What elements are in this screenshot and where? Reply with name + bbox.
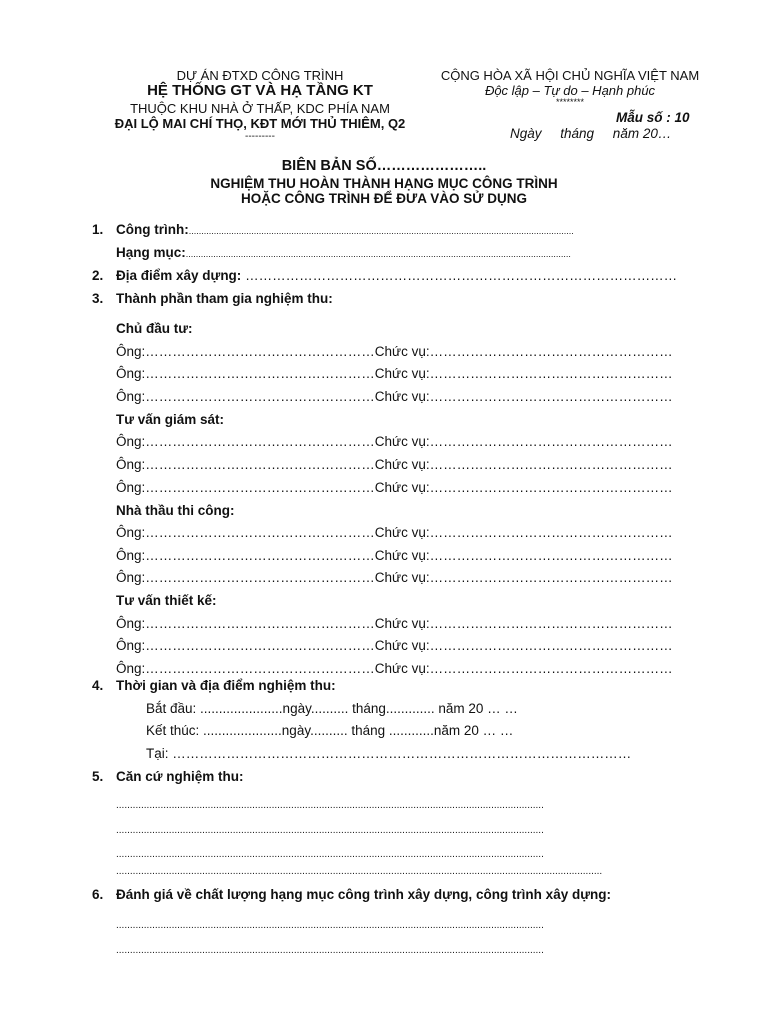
position-label: Chức vụ: bbox=[374, 366, 430, 381]
person-row[interactable] bbox=[116, 638, 673, 653]
assessment-line[interactable]: .......................................................................................................................................................... bbox=[116, 945, 544, 956]
position-dots: ……………………………………………… bbox=[429, 457, 673, 472]
name-dots: …………………………………………… bbox=[145, 638, 375, 653]
location-field[interactable] bbox=[116, 268, 678, 283]
person-row[interactable] bbox=[116, 616, 673, 631]
assessment-line[interactable]: .......................................................................................................................................................... bbox=[116, 920, 544, 931]
section-1-number: 1. bbox=[92, 222, 104, 237]
person-row[interactable] bbox=[116, 480, 673, 495]
person-row[interactable] bbox=[116, 457, 673, 472]
ong-label: Ông: bbox=[116, 570, 146, 585]
position-dots: ……………………………………………… bbox=[429, 389, 673, 404]
construction-dots: .......................................................................................................................................................... bbox=[188, 226, 574, 236]
name-dots: …………………………………………… bbox=[145, 366, 375, 381]
name-dots: …………………………………………… bbox=[145, 570, 375, 585]
group-title-supervision: Tư vấn giám sát: bbox=[116, 412, 225, 427]
position-label: Chức vụ: bbox=[374, 434, 430, 449]
position-label: Chức vụ: bbox=[374, 638, 430, 653]
work-item-dots: .......................................................................................................................................................... bbox=[185, 249, 571, 259]
ong-label: Ông: bbox=[116, 661, 146, 676]
position-dots: ……………………………………………… bbox=[429, 344, 673, 359]
name-dots: …………………………………………… bbox=[145, 434, 375, 449]
position-dots: ……………………………………………… bbox=[429, 366, 673, 381]
section-5-number: 5. bbox=[92, 769, 104, 784]
person-row[interactable] bbox=[116, 661, 673, 676]
ong-label: Ông: bbox=[116, 344, 146, 359]
person-row[interactable] bbox=[116, 548, 673, 563]
construction-field[interactable] bbox=[116, 222, 676, 237]
position-dots: ……………………………………………… bbox=[429, 525, 673, 540]
group-title-design: Tư vấn thiết kế: bbox=[116, 593, 217, 608]
position-label: Chức vụ: bbox=[374, 570, 430, 585]
person-row[interactable] bbox=[116, 389, 673, 404]
ong-label: Ông: bbox=[116, 457, 146, 472]
quality-assessment-heading: Đánh giá về chất lượng hạng mục công trình xây dựng, công trình xây dựng: bbox=[116, 887, 611, 902]
position-label: Chức vụ: bbox=[374, 480, 430, 495]
position-label: Chức vụ: bbox=[374, 616, 430, 631]
header-project-line2: HỆ THỐNG GT VÀ HẠ TẦNG KT bbox=[147, 82, 373, 99]
basis-line[interactable]: ............................................................................................................................................................................... bbox=[116, 866, 603, 877]
name-dots: …………………………………………… bbox=[145, 480, 375, 495]
ong-label: Ông: bbox=[116, 366, 146, 381]
position-label: Chức vụ: bbox=[374, 548, 430, 563]
ong-label: Ông: bbox=[116, 389, 146, 404]
ong-label: Ông: bbox=[116, 548, 146, 563]
work-item-field[interactable] bbox=[116, 245, 676, 260]
position-label: Chức vụ: bbox=[374, 525, 430, 540]
motto-stars: ******** bbox=[555, 97, 585, 107]
ong-label: Ông: bbox=[116, 616, 146, 631]
header-project-line3: THUỘC KHU NHÀ Ở THẤP, KDC PHÍA NAM bbox=[130, 101, 390, 116]
person-row[interactable] bbox=[116, 570, 673, 585]
basis-line[interactable]: .......................................................................................................................................................... bbox=[116, 849, 544, 860]
ong-label: Ông: bbox=[116, 434, 146, 449]
position-dots: ……………………………………………… bbox=[429, 570, 673, 585]
position-dots: ……………………………………………… bbox=[429, 661, 673, 676]
name-dots: …………………………………………… bbox=[145, 525, 375, 540]
position-dots: ……………………………………………… bbox=[429, 638, 673, 653]
ong-label: Ông: bbox=[116, 638, 146, 653]
position-label: Chức vụ: bbox=[374, 344, 430, 359]
location-label: Địa điểm xây dựng: bbox=[116, 268, 242, 283]
country-name: CỘNG HÒA XÃ HỘI CHỦ NGHĨA VIỆT NAM bbox=[440, 68, 700, 83]
person-row[interactable] bbox=[116, 366, 673, 381]
header-project-line1: DỰ ÁN ĐTXD CÔNG TRÌNH bbox=[176, 68, 344, 83]
document-title-line1: NGHIỆM THU HOÀN THÀNH HẠNG MỤC CÔNG TRÌNH bbox=[210, 176, 558, 191]
section-3-number: 3. bbox=[92, 291, 104, 306]
position-dots: ……………………………………………… bbox=[429, 616, 673, 631]
person-row[interactable] bbox=[116, 525, 673, 540]
end-time-field[interactable]: Kết thúc: .....................ngày.......... tháng ............năm 20 … … bbox=[146, 723, 514, 738]
group-title-investor: Chủ đầu tư: bbox=[116, 321, 193, 336]
ong-label: Ông: bbox=[116, 480, 146, 495]
name-dots: …………………………………………… bbox=[145, 616, 375, 631]
header-project-line4: ĐẠI LỘ MAI CHÍ THỌ, KĐT MỚI THỦ THIÊM, Q2 bbox=[114, 116, 406, 131]
name-dots: …………………………………………… bbox=[145, 344, 375, 359]
position-label: Chức vụ: bbox=[374, 457, 430, 472]
position-dots: ……………………………………………… bbox=[429, 434, 673, 449]
section-2-number: 2. bbox=[92, 268, 104, 283]
motto: Độc lập – Tự do – Hạnh phúc bbox=[484, 83, 656, 98]
header-divider: --------- bbox=[245, 131, 275, 142]
start-time-field[interactable]: Bắt đầu: ......................ngày.......... tháng............. năm 20 … … bbox=[146, 701, 518, 716]
person-row[interactable] bbox=[116, 344, 673, 359]
basis-heading: Căn cứ nghiệm thu: bbox=[116, 769, 244, 784]
place-field[interactable]: Tại: ………………………………………………………………………………………… bbox=[146, 746, 632, 761]
section-4-number: 4. bbox=[92, 678, 104, 693]
form-number: Mẫu số : 10 bbox=[616, 110, 690, 125]
position-dots: ……………………………………………… bbox=[429, 548, 673, 563]
name-dots: …………………………………………… bbox=[145, 661, 375, 676]
person-row[interactable] bbox=[116, 434, 673, 449]
position-label: Chức vụ: bbox=[374, 389, 430, 404]
group-title-contractor: Nhà thầu thi công: bbox=[116, 503, 235, 518]
name-dots: …………………………………………… bbox=[145, 457, 375, 472]
name-dots: …………………………………………… bbox=[145, 548, 375, 563]
document-title-line2: HOẶC CÔNG TRÌNH ĐỂ ĐƯA VÀO SỬ DỤNG bbox=[241, 191, 527, 206]
work-item-label: Hạng mục: bbox=[116, 245, 186, 260]
ong-label: Ông: bbox=[116, 525, 146, 540]
document-date: Ngày tháng năm 20… bbox=[510, 126, 672, 141]
basis-line[interactable]: .......................................................................................................................................................... bbox=[116, 825, 544, 836]
name-dots: …………………………………………… bbox=[145, 389, 375, 404]
record-number-title: BIÊN BẢN SỐ………………….. bbox=[281, 158, 487, 174]
basis-line[interactable]: .......................................................................................................................................................... bbox=[116, 800, 544, 811]
time-place-heading: Thời gian và địa điểm nghiệm thu: bbox=[116, 678, 336, 693]
section-6-number: 6. bbox=[92, 887, 104, 902]
construction-label: Công trình: bbox=[116, 222, 189, 237]
position-label: Chức vụ: bbox=[374, 661, 430, 676]
participants-heading: Thành phần tham gia nghiệm thu: bbox=[116, 291, 333, 306]
position-dots: ……………………………………………… bbox=[429, 480, 673, 495]
location-dots: …………………………………………………………………………………… bbox=[241, 268, 678, 283]
